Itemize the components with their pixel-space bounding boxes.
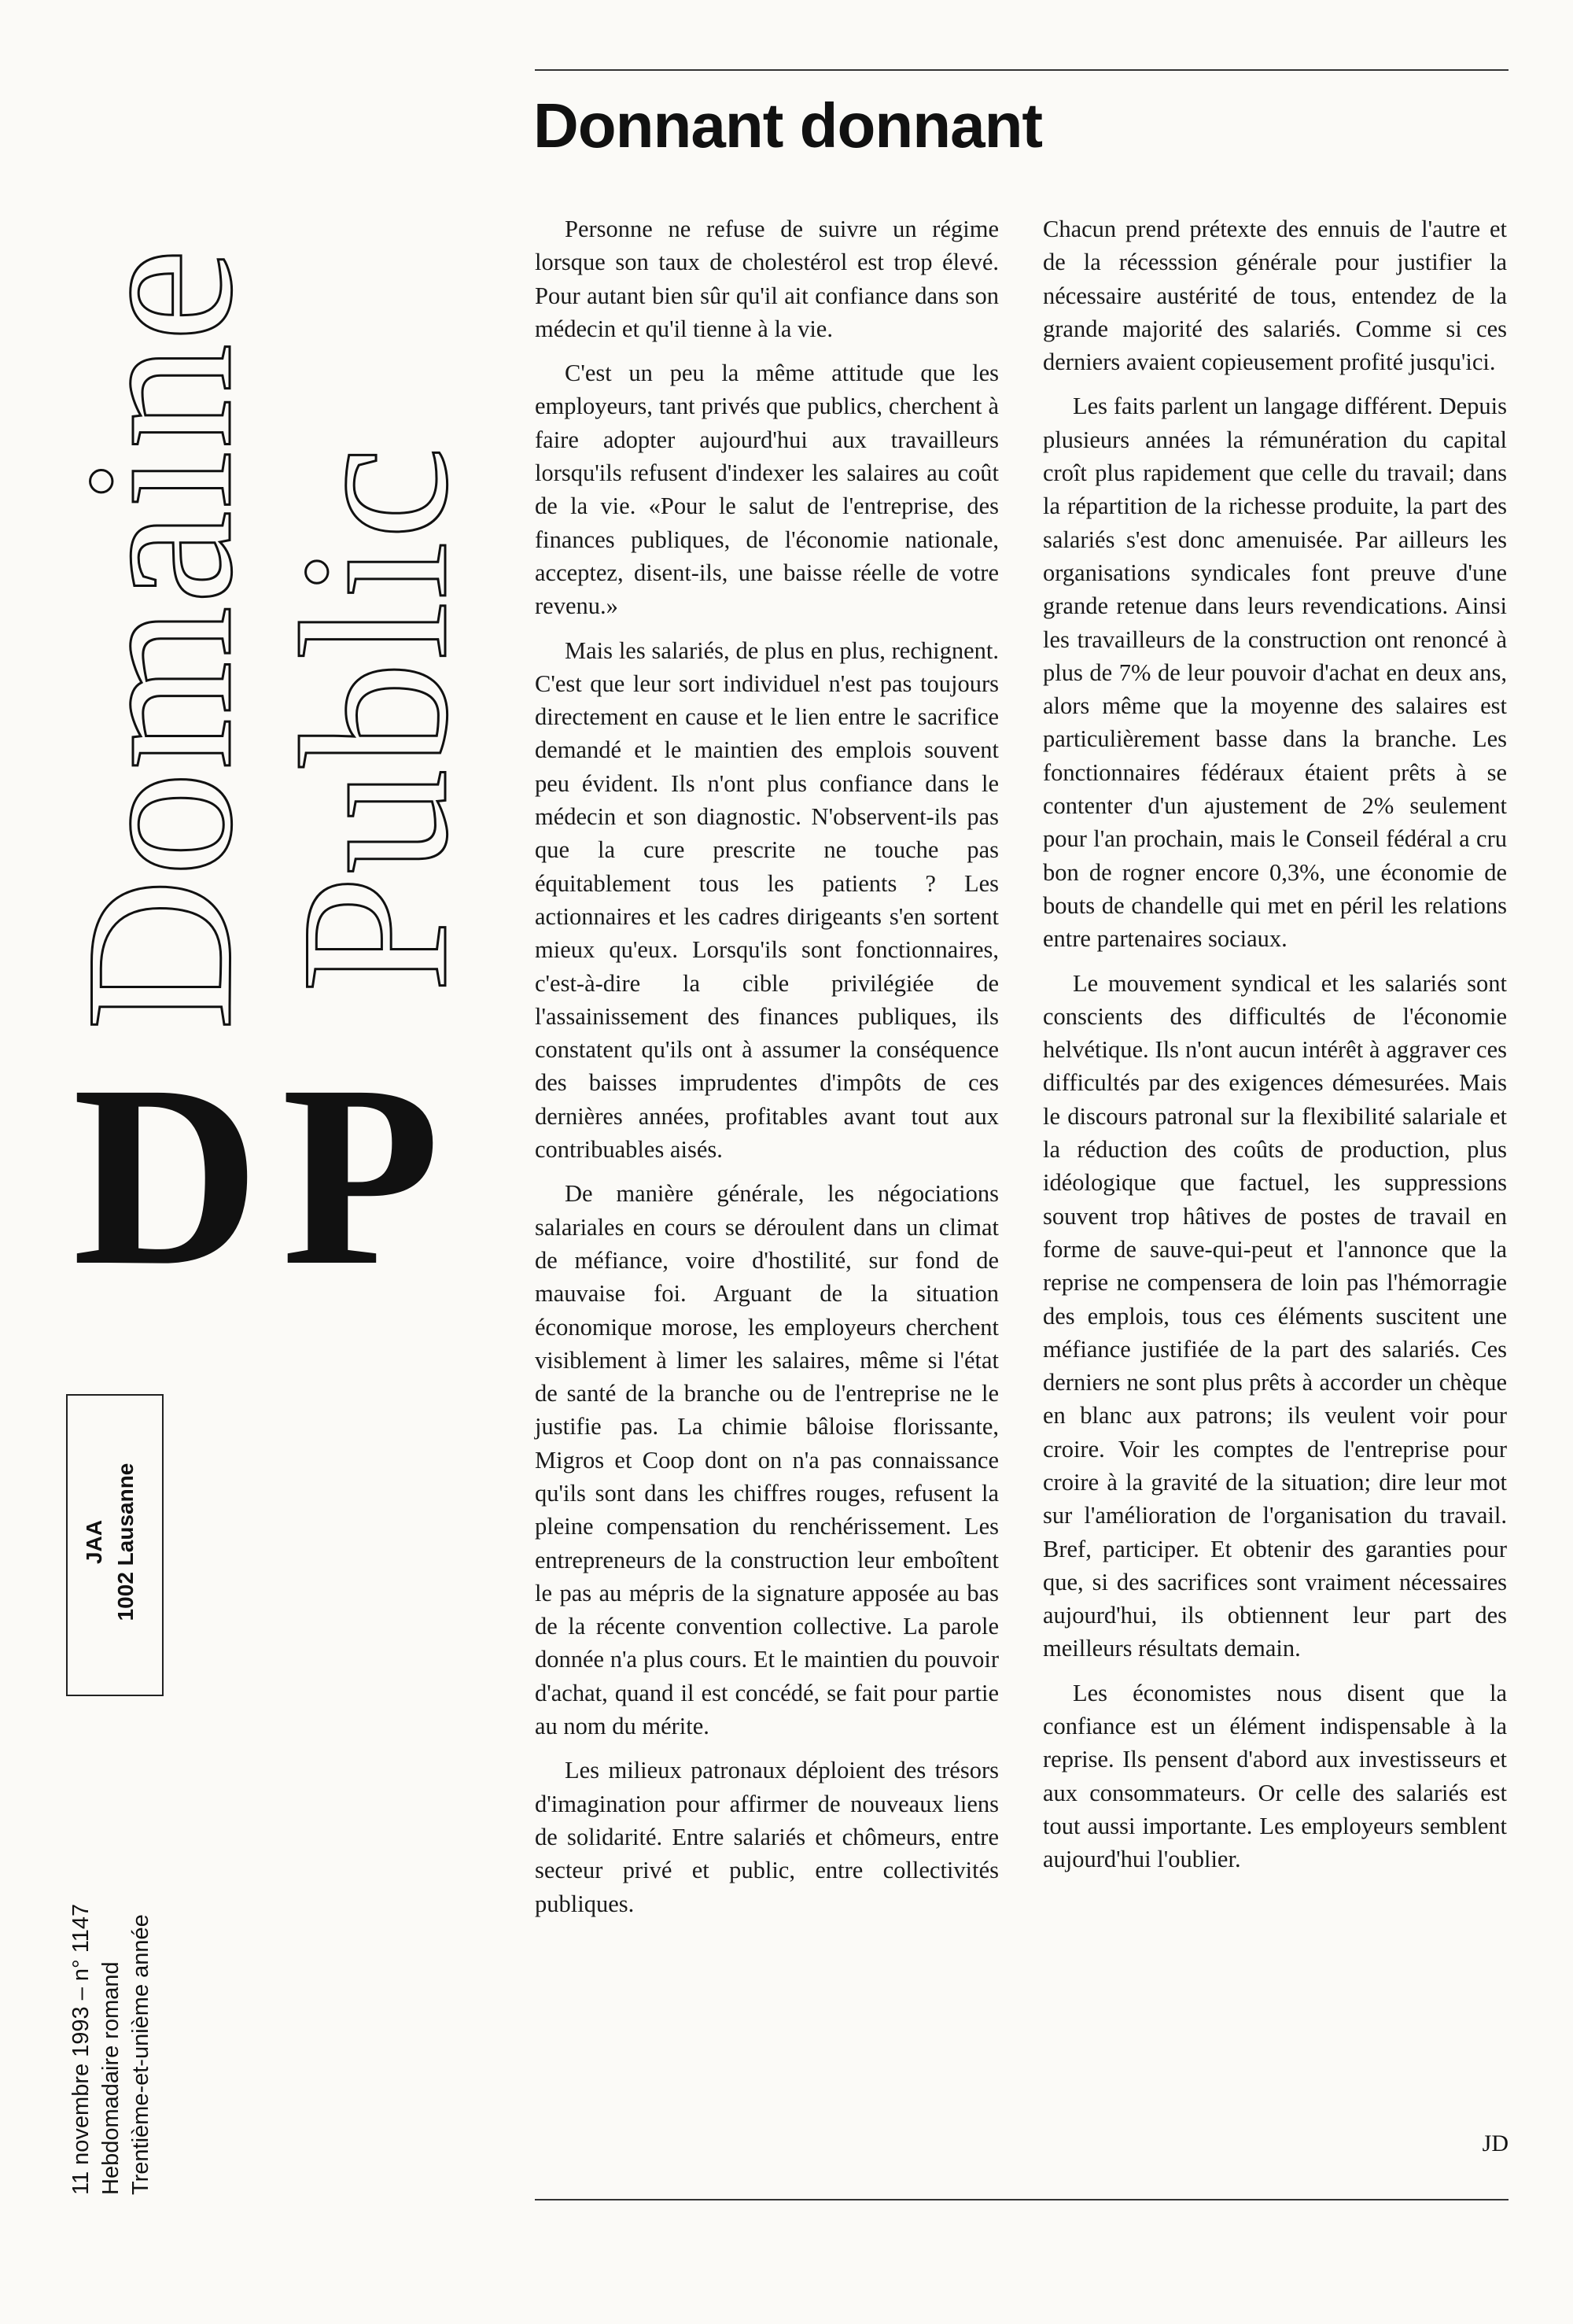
masthead-letter-p: P [282,1032,440,1319]
masthead-word-domaine: Domaine [42,246,275,1031]
paragraph: Le mouvement syndical et les salariés sont conscients des difficultés de l'économie helvétique. Ils n'ont aucun intérêt à aggraver ces difficultés par des exigences démesurées. Mais le discours patronal sur la flexibilité salariale et la réduction des coûts de production, plus idéologique que factuel, les suppressions souvent trop hâtives de postes de travail en forme de sauve-qui-peut et l'annonce que la reprise ne compensera de loin pas l'hémorragie des emplois, tous ces éléments suscitent une méfiance justifiée de la part des salariés. Ces derniers ne sont plus prêts à accorder un chèque en blanc aux patrons; ils veulent voir pour croire. Voir les comptes de l'entreprise pour croire à la gravité de la situation; dire leur mot sur l'amélioration de l'organisation du travail. Bref, participer. Et obtenir des garanties pour que, si des sacrifices sont vraiment nécessaires aujourd'hui, ils obtiennent leur part des meilleurs résultats demain. [1043,969,1507,1662]
author-signature: JD [1482,2130,1509,2156]
article-column-right [1043,212,1507,1887]
masthead-word-public: Public [257,445,491,993]
paragraph: De manière générale, les négociations salariales en cours se déroulent dans un climat de méfiance, voire d'hostilité, sur fond de mauvaise foi. Arguant de la situation économique morose, les employeurs cherchent visiblement à limer les salaires, même si l'état de santé de la branche ou de l'entreprise ne le justifie pas. La chimie bâloise florissante, Migros et Coop dont on n'a pas connaissance qu'ils sont dans les chiffres rouges, refusent la pleine compensation du renchérissement. Les entrepreneurs de la construction leur emboîtent le pas au mépris de la signature apposée au bas de la récente convention collective. La parole donnée n'a plus cours. Et le maintien du pouvoir d'achat, quand il est concédé, se fait pour partie au nom du mérite. [535,1180,999,1740]
top-rule [535,69,1509,71]
imprint [66,1786,156,2195]
paragraph: Mais les salariés, de plus en plus, rechignent. C'est que leur sort individuel n'est pas toujours directement en cause et le lien entre le sacrifice demandé et le maintien des emplois souvent peu évident. Ils n'ont plus confiance dans le médecin et son diagnostic. N'observent-ils pas que la cure prescrite ne touche pas équitablement tous les patients ? Les actionnaires et les cadres dirigeants s'en sortent mieux qu'eux. Lorsqu'ils sont fonctionnaires, c'est-à-dire la cible privilégiée de l'assainissement des finances publiques, ils constatent qu'ils ont à assumer la conséquence des baisses imprudentes d'impôts de ces dernières années, profitables avant tout aux contribuables aisés. [535,636,999,1164]
paragraph: Les économistes nous disent que la confiance est un élément indispensable à la reprise. Ils pensent d'abord aux investisseurs et aux consommateurs. Or celle des salariés est tout aussi importante. Les employeurs semblent aujourd'hui l'oublier. [1043,1679,1507,1873]
article-column-left [535,212,999,1931]
imprint-date-issue: 11 novembre 1993 – n° 1147 [68,1903,94,2195]
imprint-periodicity: Hebdomadaire romand [98,1961,123,2195]
paragraph: C'est un peu la même attitude que les employeurs, tant privés que publics, cherchent à faire adopter aujourd'hui aux travailleurs lorsqu'ils refusent d'indexer les salaires au coût de la vie. «Pour le salut de l'entreprise, des finances publiques, de l'économie nationale, acceptez, disent-ils, une baisse réelle de votre revenu.» [535,360,999,620]
paragraph-continuation: Chacun prend prétexte des ennuis de l'autre et de la récesssion générale pour justifier la nécessaire austérité de tous, entendez de la grande majorité des salariés. Comme si ces derniers avaient copieusement profité jusqu'ici. [1043,216,1507,376]
mailing-text [79,1400,142,1684]
paragraph: Les milieux patronaux déploient des trésors d'imagination pour affirmer de nouveaux liens de solidarité. Entre salariés et chômeurs, entre secteur privé et public, entre collectivités publiques. [535,1757,999,1917]
bottom-rule [535,2199,1509,2200]
mailing-jaa: JAA [82,1520,106,1565]
article-title: Donnant donnant [533,90,1043,160]
mailing-box [66,1394,164,1696]
imprint-year: Trentième-et-unième année [128,1914,153,2195]
mailing-postcode: 1002 Lausanne [113,1463,138,1621]
paragraph: Personne ne refuse de suivre un régime lorsque son taux de cholestérol est trop élevé. Pour autant bien sûr qu'il ait confiance dans son médecin et qu'il tienne à la vie. [535,216,999,342]
masthead-letter-d: D [72,1032,260,1319]
paragraph: Les faits parlent un langage différent. Depuis plusieurs années la rémunération du capital croît plus rapidement que celle du travail; dans la répartition de la richesse produite, la part des salariés s'est donc amenuisée. Par ailleurs les organisations syndicales font preuve d'une grande retenue dans leurs revendications. Ainsi les travailleurs de la construction ont renoncé à plus de 7% de leur pouvoir d'achat en deux ans, alors même que la moyenne des salaires est particulièrement basse dans la branche. Les fonctionnaires fédéraux étaient prêts à se contenter d'un ajustement de 2% seulement pour l'an prochain, mais le Conseil fédéral a cru bon de rogner encore 0,3%, une économie de bouts de chandelle qui met en péril les relations entre partenaires sociaux. [1043,393,1507,953]
